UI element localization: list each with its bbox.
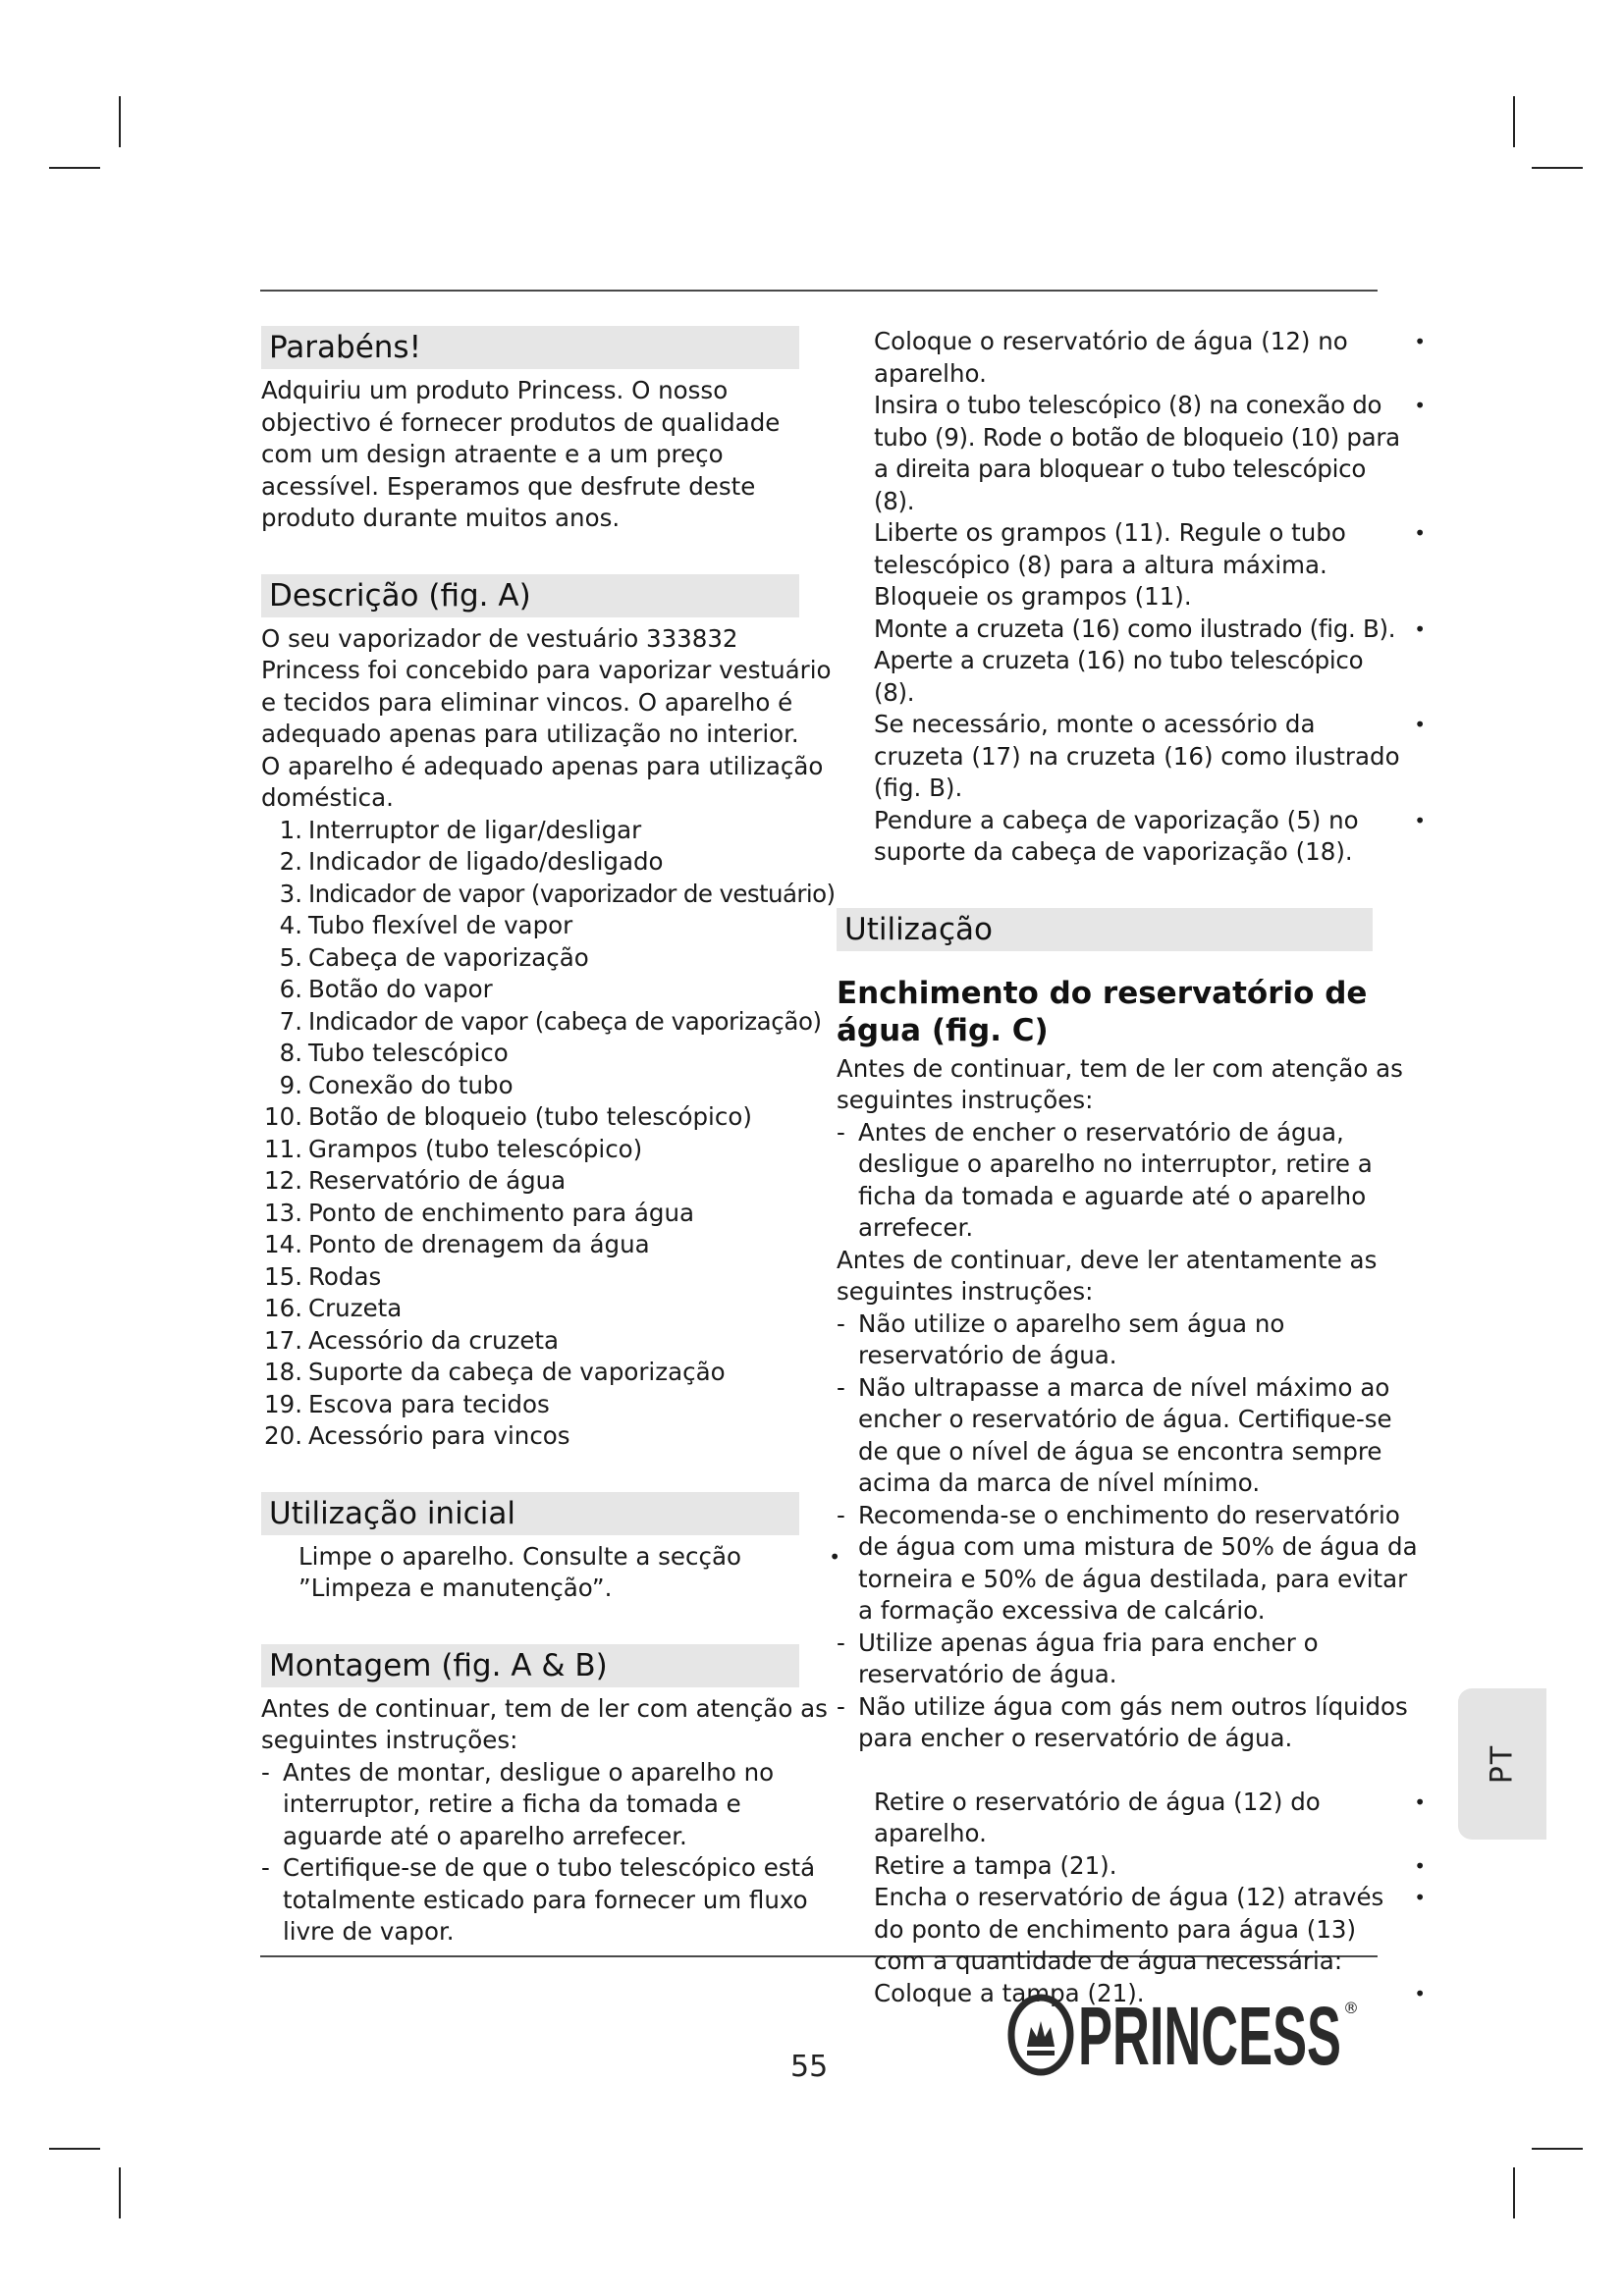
utilizacao-warnings-2 bbox=[837, 1308, 1424, 1755]
list-item: - Não utilize água com gás nem outros líquidos para encher o reservatório de água. bbox=[837, 1691, 1424, 1755]
left-column bbox=[261, 326, 839, 1949]
list-item: 3. Indicador de vapor (vaporizador de vestuário) bbox=[279, 879, 836, 908]
utilizacao-warnings-1 bbox=[837, 1117, 1424, 1245]
section-heading-montagem: Montagem (fig. A & B) bbox=[261, 1644, 799, 1687]
list-item: 8. Tubo telescópico bbox=[279, 1039, 509, 1067]
list-item: Coloque o reservatório de água (12) no aparelho. • bbox=[874, 327, 1426, 388]
list-item: Liberte os grampos (11). Regule o tubo telescópico (8) para a altura máxima. Bloqueie os grampos (11). • bbox=[874, 518, 1426, 611]
page-number: 55 bbox=[790, 2050, 829, 2084]
list-item: 9. Conexão do tubo bbox=[279, 1070, 514, 1099]
list-item: Limpe o aparelho. Consulte a secção ”Limpeza e manutenção”. • bbox=[298, 1541, 840, 1602]
crop-mark bbox=[49, 167, 100, 169]
parabens-body: Adquiriu um produto Princess. O nosso objectivo é fornecer produtos de qualidade com um design atraente e a um preço acessível. Esperamos que desfrute deste produto durante muitos anos. bbox=[261, 376, 781, 532]
list-item: 19. Escova para tecidos bbox=[264, 1389, 550, 1418]
bullet-icon: • bbox=[1414, 330, 1426, 353]
bullet-icon: • bbox=[1414, 808, 1426, 832]
crop-mark bbox=[49, 2148, 100, 2150]
list-item: Insira o tubo telescópico (8) na conexão do tubo (9). Rode o botão de bloqueio (10) para a direita para bloquear o tubo telescópico (8). • bbox=[874, 391, 1426, 515]
list-item: 1. Interruptor de ligar/desligar bbox=[279, 815, 642, 844]
bullet-icon: • bbox=[1414, 394, 1426, 417]
section-heading-parabens: Parabéns! bbox=[261, 326, 799, 369]
list-item: 16. Cruzeta bbox=[264, 1294, 403, 1322]
list-item: 12. Reservatório de água bbox=[264, 1166, 567, 1195]
list-item: 10. Botão de bloqueio (tubo telescópico) bbox=[264, 1102, 752, 1131]
list-item: 20. Acessório para vincos bbox=[264, 1421, 570, 1450]
bullet-icon: • bbox=[1414, 1981, 1426, 2005]
list-item: - Antes de encher o reservatório de água, desligue o aparelho no interruptor, retire a ficha da tomada e aguarde até o aparelho arrefecer. bbox=[837, 1117, 1424, 1245]
brand-wordmark: PRINCESS bbox=[1078, 1990, 1341, 2082]
list-item: Retire o reservatório de água (12) do aparelho. • bbox=[874, 1787, 1426, 1847]
list-item: - Não ultrapasse a marca de nível máximo ao encher o reservatório de água. Certifique-se de que o nível de água se encontra sempre acima da marca de nível mínimo. bbox=[837, 1372, 1424, 1500]
list-item: 17. Acessório da cruzeta bbox=[264, 1325, 560, 1355]
list-item: 15. Rodas bbox=[264, 1261, 382, 1291]
list-item: Coloque a tampa (21). • bbox=[874, 1978, 1424, 2010]
list-item: - Não utilize o aparelho sem água no reservatório de água. bbox=[837, 1308, 1424, 1372]
parts-list bbox=[261, 815, 839, 1453]
bullet-icon: • bbox=[1414, 1886, 1426, 1909]
princess-logo bbox=[1001, 1978, 1365, 2086]
registered-icon: ® bbox=[1343, 1999, 1359, 2017]
section-heading-utilizacao-inicial: Utilização inicial bbox=[261, 1492, 799, 1535]
crown-emblem-icon bbox=[1011, 1998, 1070, 2072]
utilizacao-intro-2: Antes de continuar, deve ler atentamente as seguintes instruções: bbox=[837, 1245, 1378, 1306]
list-item: 6. Botão do vapor bbox=[279, 975, 493, 1003]
bullet-icon: • bbox=[1414, 1789, 1426, 1814]
bullet-icon: • bbox=[1414, 713, 1426, 736]
list-item: 11. Grampos (tubo telescópico) bbox=[264, 1134, 643, 1163]
list-item: 13. Ponto de enchimento para água bbox=[264, 1198, 695, 1227]
list-item: 2. Indicador de ligado/desligado bbox=[279, 847, 664, 876]
list-item: Encha o reservatório de água (12) através do ponto de enchimento para água (13) com a quantidade de água necessária: • bbox=[874, 1883, 1426, 1975]
montagem-warnings bbox=[261, 1757, 839, 1949]
crop-mark bbox=[119, 96, 121, 147]
top-rule bbox=[260, 290, 1378, 292]
list-item: - Antes de montar, desligue o aparelho no interruptor, retire a ficha da tomada e aguarde até o aparelho arrefecer. bbox=[261, 1757, 839, 1853]
montagem-intro: Antes de continuar, tem de ler com atenção as seguintes instruções: bbox=[261, 1693, 828, 1754]
list-item: 14. Ponto de drenagem da água bbox=[264, 1230, 650, 1258]
list-item: 4. Tubo flexível de vapor bbox=[279, 911, 573, 939]
utilizacao-intro-1: Antes de continuar, tem de ler com atenção as seguintes instruções: bbox=[837, 1053, 1403, 1114]
bullet-icon: • bbox=[1414, 616, 1426, 641]
subheading-enchimento: Enchimento do reservatório de água (fig. C) bbox=[837, 975, 1368, 1048]
initial-use-steps bbox=[261, 1541, 839, 1605]
bullet-icon: • bbox=[829, 1544, 840, 1569]
list-item: - Certifique-se de que o tubo telescópico está totalmente esticado para fornecer um fluxo livre de vapor. bbox=[261, 1852, 839, 1949]
list-item: - Recomenda-se o enchimento do reservatório de água com uma mistura de 50% de água da torneira e 50% de água destilada, para evitar a formação excessiva de calcário. bbox=[837, 1500, 1424, 1628]
list-item: Retire a tampa (21). • bbox=[874, 1850, 1424, 1883]
crop-mark bbox=[1513, 2167, 1515, 2218]
crop-mark bbox=[1532, 2148, 1583, 2150]
list-item: Pendure a cabeça de vaporização (5) no suporte da cabeça de vaporização (18). • bbox=[874, 805, 1426, 866]
list-item: 18. Suporte da cabeça de vaporização bbox=[264, 1358, 726, 1386]
list-item: 7. Indicador de vapor (cabeça de vaporização) bbox=[279, 1006, 822, 1036]
language-tab bbox=[1458, 1688, 1546, 1840]
crop-mark bbox=[1532, 167, 1583, 169]
descricao-intro-2: O aparelho é adequado apenas para utilização doméstica. bbox=[261, 751, 824, 812]
section-heading-utilizacao: Utilização bbox=[837, 908, 1373, 951]
section-heading-descricao: Descrição (fig. A) bbox=[261, 574, 799, 617]
bullet-icon: • bbox=[1414, 521, 1426, 545]
right-column bbox=[837, 326, 1424, 2009]
bullet-icon: • bbox=[1414, 1853, 1426, 1878]
list-item: Se necessário, monte o acessório da cruzeta (17) na cruzeta (16) como ilustrado (fig. B). • bbox=[874, 710, 1426, 802]
utilizacao-steps bbox=[837, 1787, 1424, 2010]
list-item: - Utilize apenas água fria para encher o reservatório de água. bbox=[837, 1628, 1424, 1691]
list-item: Monte a cruzeta (16) como ilustrado (fig. B). Aperte a cruzeta (16) no tubo telescópico (8). • bbox=[874, 614, 1426, 707]
descricao-intro: O seu vaporizador de vestuário 333832 Princess foi concebido para vaporizar vestuário e tecidos para eliminar vincos. O aparelho é adequado apenas para utilização no interior. bbox=[261, 623, 832, 748]
crop-mark bbox=[119, 2167, 121, 2218]
list-item: 5. Cabeça de vaporização bbox=[279, 942, 589, 972]
crop-mark bbox=[1513, 96, 1515, 147]
language-tab-label: PT bbox=[1485, 1743, 1520, 1785]
montagem-steps bbox=[837, 326, 1424, 869]
